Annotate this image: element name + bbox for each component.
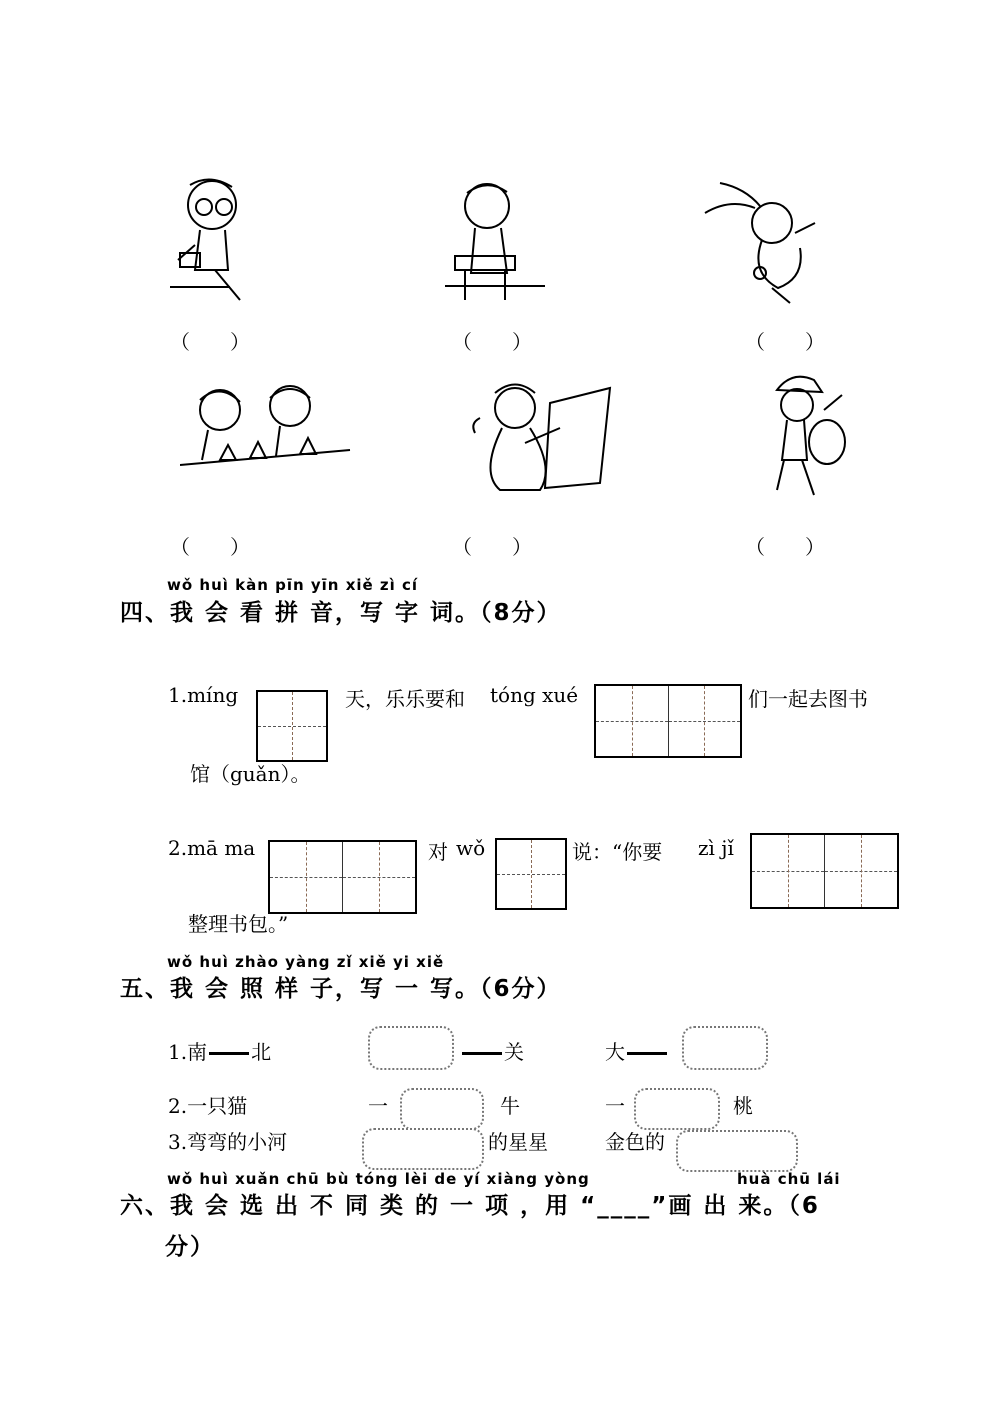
r1-c: [605, 1036, 669, 1065]
section6-heading: 六、我 会 选 出 不 同 类 的 一 项 ，用 “____”画 出 来。（6: [120, 1193, 820, 1219]
section5-heading: 五、我 会 照 样 子，写 一 写。（6分）: [120, 976, 562, 1002]
r1-c-dash: [627, 1052, 667, 1055]
q1-pinyin-tongxue: tóng xué: [490, 683, 579, 707]
girl-painting-picture: [470, 378, 615, 493]
r1-example-b: 北: [251, 1040, 272, 1064]
r2-blank-c[interactable]: [634, 1088, 720, 1130]
r2-example: 2.一只猫: [168, 1094, 248, 1118]
q1-text-a: 天，乐乐要和: [345, 687, 465, 711]
section4-heading: 四、我 会 看 拼 音，写 字 词。（8分）: [120, 600, 562, 626]
q1-number-pinyin: 1.míng: [168, 683, 239, 707]
answer-paren-1[interactable]: （ ）: [170, 330, 250, 354]
r1-b: [460, 1036, 524, 1065]
answer-paren-2[interactable]: （ ）: [452, 330, 532, 354]
answer-paren-5[interactable]: （ ）: [452, 535, 532, 559]
r3-blank-c[interactable]: [676, 1130, 798, 1172]
answer-paren-4[interactable]: （ ）: [170, 535, 250, 559]
r2-b1: 一: [368, 1094, 388, 1118]
q1-line2: 馆（guǎn）。: [190, 762, 311, 786]
section6-pinyin-b: huà chū lái: [737, 1170, 841, 1188]
q2-number-pinyin: 2.mā ma: [168, 836, 256, 860]
q2-line2: 整理书包。”: [188, 912, 289, 936]
q2-text-b: 说：“你要: [572, 840, 663, 864]
kids-folding-paper-cranes-picture: [180, 380, 360, 485]
boy-wiping-table-picture: [170, 175, 265, 305]
q2-grid-mama[interactable]: [268, 840, 417, 914]
r1-example-dash: [209, 1052, 249, 1055]
r3-b: 的星星: [488, 1130, 548, 1154]
q1-text-b: 们一起去图书: [748, 687, 868, 711]
r3-example: 3.弯弯的小河: [168, 1130, 288, 1154]
q2-text-a: 对: [428, 840, 448, 864]
boy-playing-drum-picture: [752, 370, 862, 500]
r2-c1: 一: [605, 1094, 625, 1118]
r1-example: [168, 1036, 271, 1065]
q2-grid-ziji[interactable]: [750, 833, 899, 909]
rabbit-dancing-picture: [700, 178, 830, 308]
r3-blank-b[interactable]: [362, 1128, 484, 1170]
section6-pinyin-a: wǒ huì xuǎn chū bù tóng lèi de yí xiàng yòng: [167, 1170, 590, 1188]
r1-blank-b[interactable]: [368, 1026, 454, 1070]
section4-pinyin: wǒ huì kàn pīn yīn xiě zì cí: [167, 576, 419, 594]
q1-grid-tongxue[interactable]: [594, 684, 742, 758]
answer-paren-3[interactable]: （ ）: [745, 330, 825, 354]
q2-pinyin-wo: wǒ: [456, 836, 486, 860]
q2-pinyin-ziji: zì jǐ: [698, 836, 734, 860]
section5-pinyin: wǒ huì zhào yàng zǐ xiě yi xiě: [167, 953, 445, 971]
r1-b-dash: [462, 1052, 502, 1055]
r1-blank-c[interactable]: [682, 1026, 768, 1070]
r1-b-text: 关: [504, 1040, 524, 1064]
q2-grid-wo[interactable]: [495, 838, 567, 910]
boy-moving-stool-picture: [445, 178, 550, 308]
section6-heading-cont: 分）: [165, 1234, 215, 1260]
r1-example-a: 1.南: [168, 1040, 208, 1064]
r3-c: 金色的: [605, 1130, 665, 1154]
r1-c-text: 大: [605, 1040, 625, 1064]
answer-paren-6[interactable]: （ ）: [745, 535, 825, 559]
r2-blank-b[interactable]: [400, 1088, 484, 1130]
r2-c2: 桃: [733, 1094, 753, 1118]
r2-b2: 牛: [500, 1094, 520, 1118]
q1-grid-ming[interactable]: [256, 690, 328, 762]
